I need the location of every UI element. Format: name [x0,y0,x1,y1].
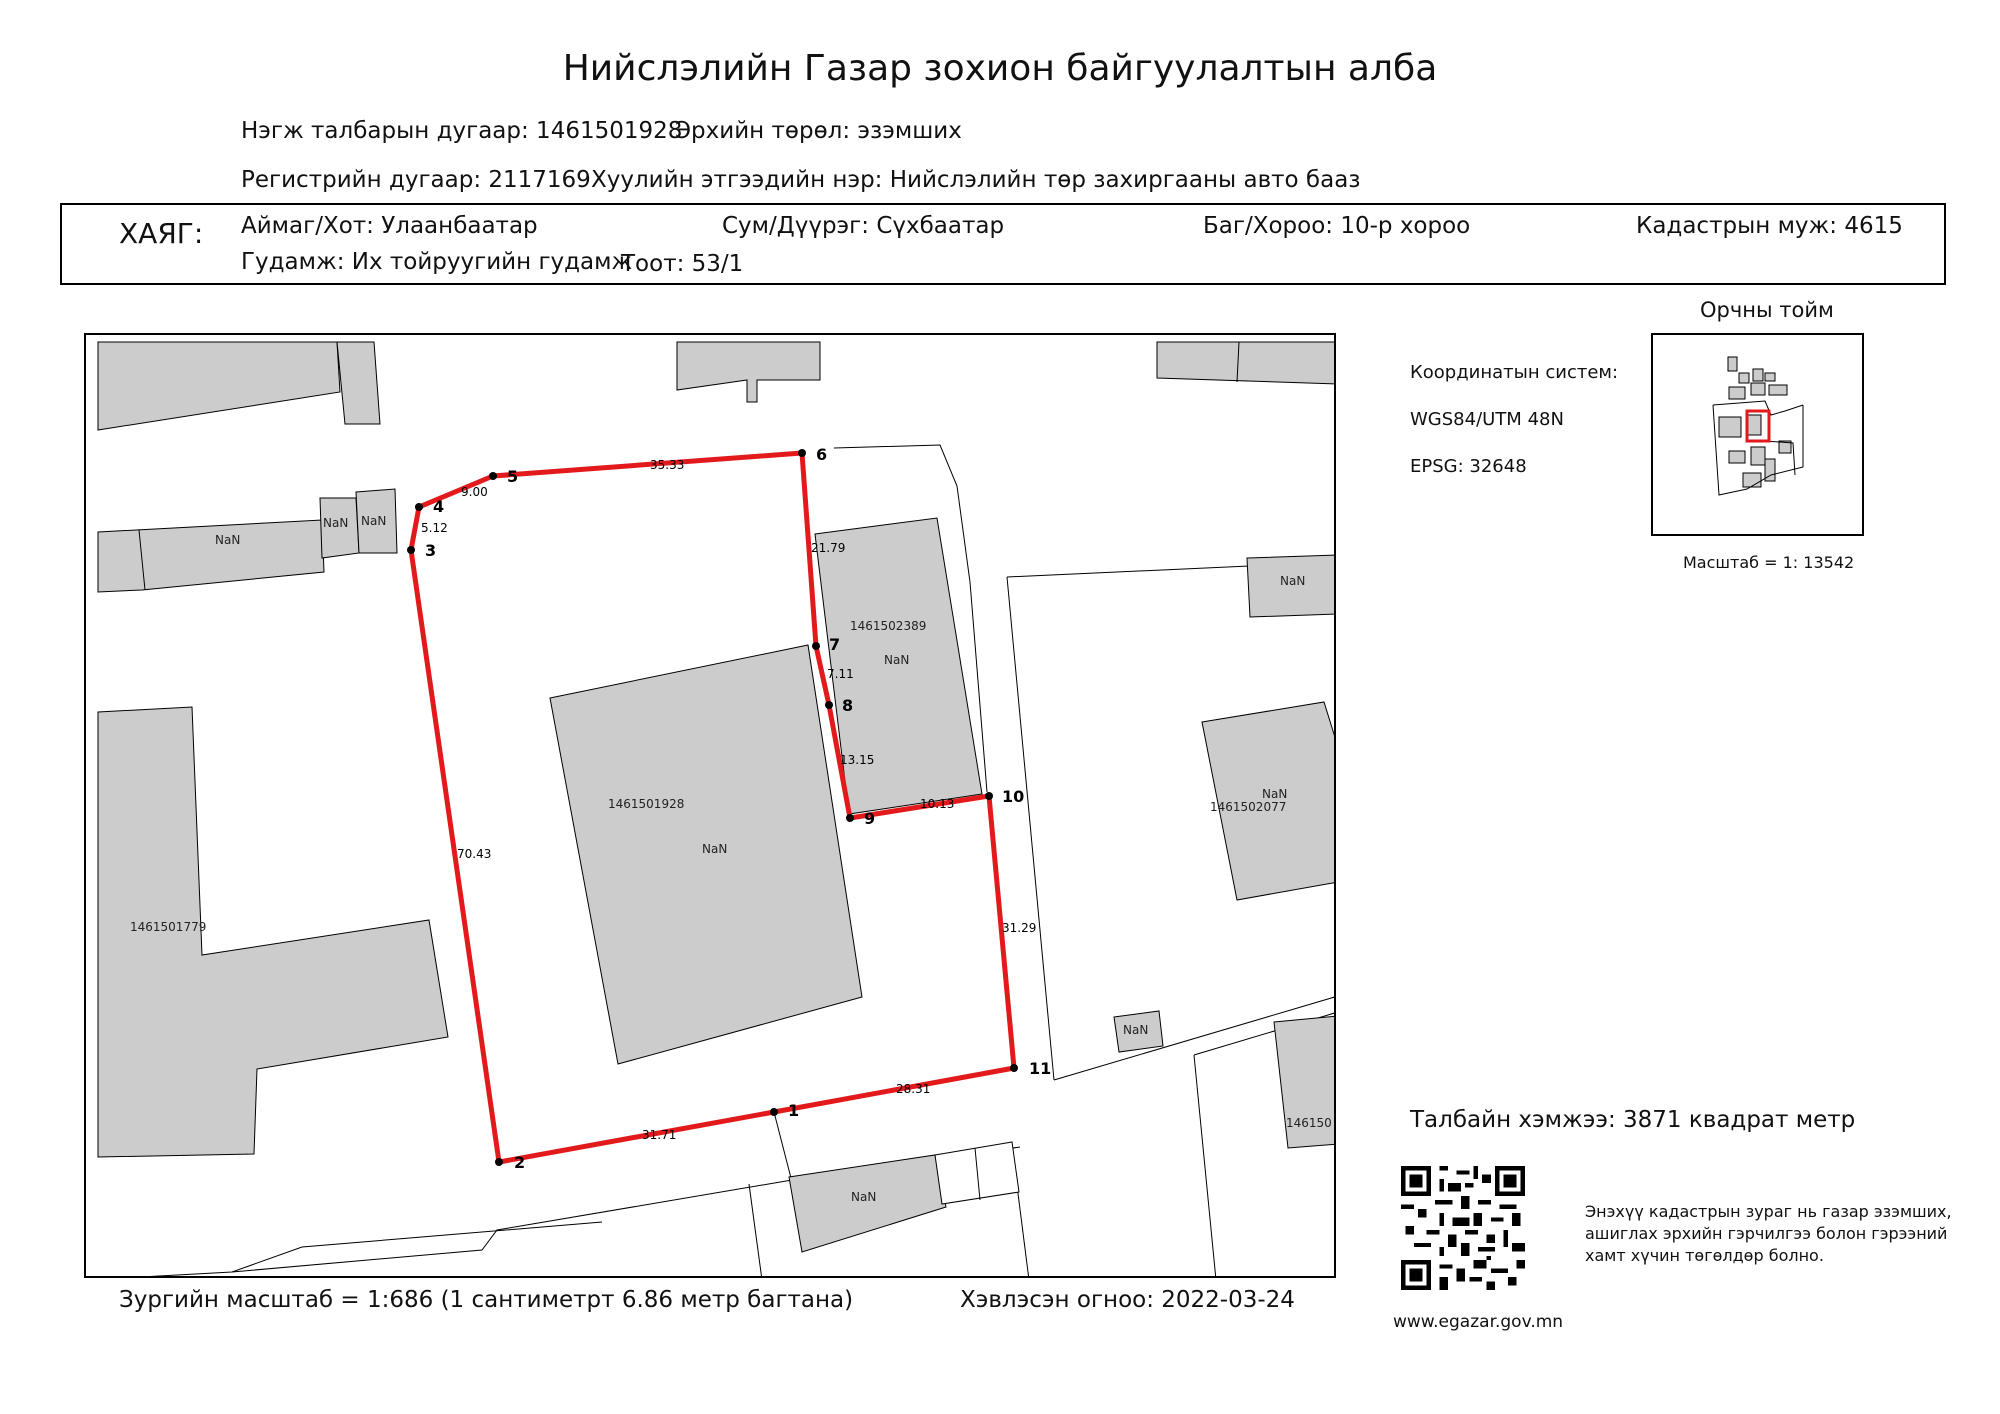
road-line [1194,1055,1216,1278]
vertex-point [770,1108,778,1116]
building-label: NaN [851,1190,877,1204]
printed-date: Хэвлэсэн огноо: 2022-03-24 [960,1287,1295,1313]
overview-title: Орчны тойм [1700,298,1834,322]
validity-note-line: хамт хүчин төгөлдөр болно. [1585,1246,1824,1265]
building [677,342,820,402]
address-khoroo: Баг/Хороо: 10-р хороо [1203,213,1471,239]
vertex-point [812,642,820,650]
building-label: NaN [1262,787,1288,801]
road-line [1007,577,1054,1080]
edge-length: 9.00 [461,485,488,499]
road-line [774,1112,792,1182]
building-label: NaN [884,653,910,667]
cadastral-map [84,333,1336,1278]
edge-length: 70.43 [457,847,492,861]
edge-length: 5.12 [421,521,448,535]
vertex-label: 4 [433,497,445,516]
address-label: ХАЯГ: [119,217,204,250]
building [1728,357,1737,371]
vertex-label: 9 [864,809,876,828]
overview-scale: Масштаб = 1: 13542 [1683,553,1855,572]
parcel-area: Талбайн хэмжээ: 3871 квадрат метр [1410,1107,1856,1133]
building [1729,451,1745,463]
building-label: NaN [323,516,349,530]
map-svg [86,335,1336,1278]
building [1765,373,1775,381]
registration-number: Регистрийн дугаар: 2117169 [241,167,591,193]
address-cadastral-zone: Кадастрын муж: 4615 [1636,213,1903,239]
building-label: NaN [702,842,728,856]
edge-length: 13.15 [840,753,875,767]
edge-length: 7.11 [827,667,854,681]
vertex-label: 2 [514,1153,526,1172]
vertex-label: 5 [507,467,519,486]
building-label: 1461501928 [608,797,685,811]
coord-system-label: Координатын систем: [1410,362,1619,383]
building [1739,373,1749,383]
overview-map [1651,333,1864,536]
edge-length: 31.71 [642,1128,677,1142]
vertex-point [798,449,806,457]
vertex-point [495,1158,503,1166]
qr-code-icon [1401,1166,1525,1290]
road-line [749,1184,762,1278]
right-type: Эрхийн төрөл: эзэмших [675,118,962,144]
vertex-label: 11 [1029,1059,1052,1078]
address-street: Гудамж: Их тойруугийн гудамж [241,249,633,275]
building-label: 1461502077 [1210,800,1287,814]
building [98,342,340,430]
building [1719,417,1741,437]
building-label: NaN [215,533,241,547]
vertex-label: 8 [842,696,854,715]
page-title: Нийслэлийн Газар зохион байгуулалтын алба [562,48,1438,89]
building [98,520,324,592]
vertex-point [489,472,497,480]
epsg-code: EPSG: 32648 [1410,456,1527,477]
address-number: Тоот: 53/1 [621,251,744,277]
validity-note-line: ашиглах эрхийн гэрчилгээ болон гэрээний [1585,1224,1948,1243]
vertex-point [407,546,415,554]
website-link[interactable]: www.egazar.gov.mn [1393,1312,1564,1332]
building-label: NaN [361,514,387,528]
vertex-label: 10 [1002,787,1025,806]
vertex-point [415,503,423,511]
edge-length: 21.79 [811,541,846,555]
vertex-label: 1 [788,1101,800,1120]
vertex-label: 6 [816,445,828,464]
address-district: Сум/Дүүрэг: Сүхбаатар [722,213,1005,239]
vertex-point [846,814,854,822]
building-label: 1461502389 [850,619,927,633]
vertex-point [825,701,833,709]
building-label: NaN [1123,1023,1149,1037]
overview-svg [1653,335,1864,536]
vertex-point [1010,1064,1018,1072]
vertex-label: 3 [425,541,437,560]
building-label: 146150 [1286,1116,1332,1130]
edge-length: 28.31 [896,1082,931,1096]
coord-system-value: WGS84/UTM 48N [1410,409,1564,430]
building [1729,387,1745,399]
building [1747,415,1761,435]
building-label: 1461501779 [130,920,207,934]
building [1751,447,1765,465]
legal-entity-name: Хуулийн этгээдийн нэр: Нийслэлийн төр захиргааны авто бааз [591,167,1361,193]
building [337,342,380,424]
vertex-label: 7 [829,635,841,654]
edge-length: 35.33 [650,458,685,472]
edge-length: 10.13 [920,797,955,811]
edge-length: 31.29 [1002,921,1037,935]
building-label: NaN [1280,574,1306,588]
building [1753,369,1763,381]
building [1751,383,1765,395]
road-line [232,1222,602,1272]
validity-note-line: Энэхүү кадастрын зураг нь газар эзэмших, [1585,1202,1952,1221]
building [1743,473,1761,487]
building [1157,342,1336,384]
vertex-point [985,792,993,800]
parcel-number: Нэгж талбарын дугаар: 1461501928 [241,118,683,144]
road-line [1713,401,1803,415]
address-city: Аймаг/Хот: Улаанбаатар [241,213,538,239]
map-scale: Зургийн масштаб = 1:686 (1 сантиметрт 6.86 метр багтана) [119,1287,854,1313]
building [1769,385,1787,395]
